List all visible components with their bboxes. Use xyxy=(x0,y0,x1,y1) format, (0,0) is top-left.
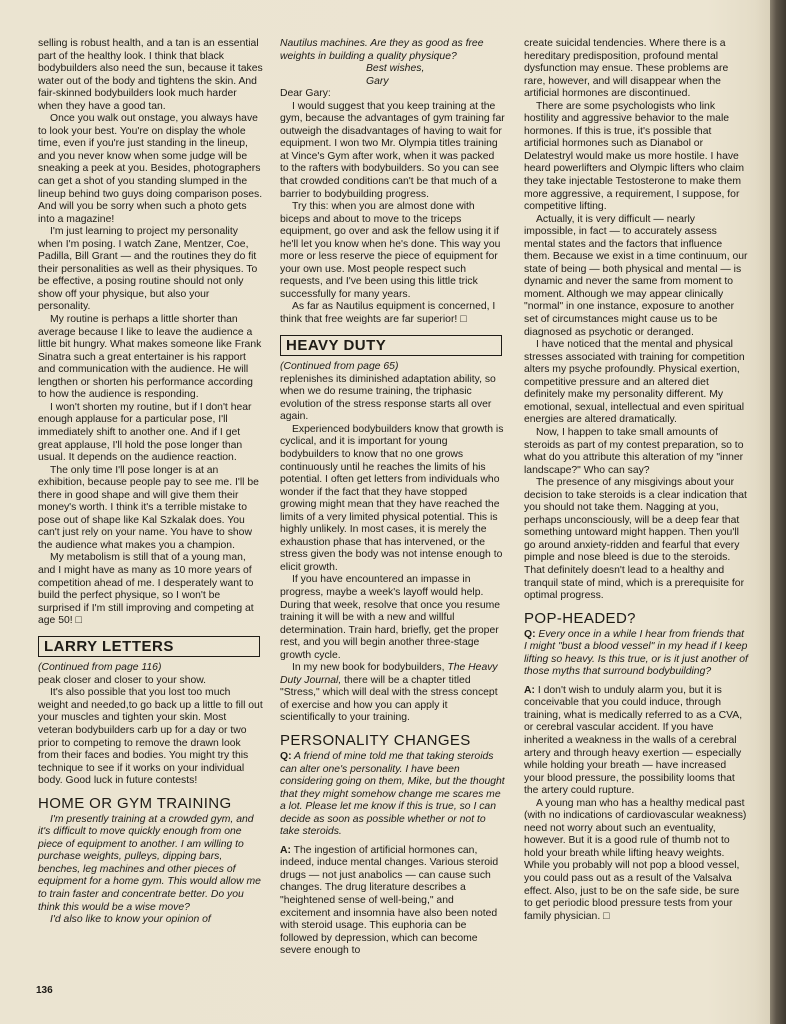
question-label: Q: xyxy=(524,628,536,640)
paragraph: The only time I'll pose longer is at an exhibition, because people pay to see me. I'll be there in good shape and will give them their money's worth. I think it's a terrible mistake to pose out of shape like Kal Szkalak does. You can't just rely on your name. You have to show the audience what makes you a champion. xyxy=(38,464,259,551)
answer-text: I don't wish to unduly alarm you, but it is conceivable that you could induce, through training, what is medically referred to as a CVA, or cerebral vascular accident. If you have inherited a weakness in the walls of a cerebral artery and through heavy exertion — especially while holding your breath — have increased your blood pressure, the possibility looms that the artery could rupture. xyxy=(524,684,743,797)
paragraph: selling is robust health, and a tan is an essential part of the healthy look. I think that black bodybuilders also need the sun, because it takes water out of the body and tightens the skin. And fair-skinned bodybuilders look much harder when they have a good tan. xyxy=(38,38,263,112)
paragraph: Try this: when you are almost done with biceps and about to move to the triceps equipment, go over and ask the fellow using it if he'll let you know when he's done. This way you more or less reserve the piece of equipment for your own use. Most people respect such requests, and I've been using this little trick successfully for many years. xyxy=(280,201,501,300)
paragraph xyxy=(280,662,505,725)
paragraph: As far as Nautilus equipment is concerned, I think that free weights are far superior! □ xyxy=(280,301,496,326)
continued-note: (Continued from page 65) xyxy=(280,361,399,373)
reader-question: I'd also like to know your opinion of xyxy=(50,914,211,926)
section-heading-heavy-duty: HEAVY DUTY xyxy=(280,335,502,357)
paragraph: My routine is perhaps a little shorter than average because I like to leave the audience a little bit hungry. What makes someone like Frank Sinatra such a great entertainer is his rapport and communication with the audience. He will lengthen or shorten his performance according to how the audience is responding. xyxy=(38,314,262,401)
reader-question xyxy=(524,629,749,679)
paragraph: I have noticed that the mental and physical stresses associated with training for competition alters my psyche profoundly. Physical exertion, competitive pressure and an altered diet definitely make my personality different. My emotional, sexual, intellectual and even spiritual energies are altered dramatically. xyxy=(524,339,745,426)
continued-note: (Continued from page 116) xyxy=(38,662,162,674)
paragraph: replenishes its diminished adaptation ability, so when we do resume training, the triphasic evolution of the stress response starts all over again. xyxy=(280,373,496,423)
column-right xyxy=(524,38,749,923)
question-text: Every once in a while I hear from friends that I might "bust a blood vessel" in my head if I keep lifting so heavy. Is this true, or is it just another of those myths that surround bodybuilding? xyxy=(524,628,748,678)
section-heading-larry-letters: LARRY LETTERS xyxy=(38,636,260,658)
column-middle xyxy=(280,38,505,958)
reader-question: Nautilus machines. Are they as good as free weights in building a quality physique? xyxy=(280,38,484,62)
section-heading-pop-headed: POP-HEADED? xyxy=(524,609,636,627)
paragraph: A young man who has a healthy medical past (with no indications of cardiovascular weakness) need not worry about such an eventuality, however. But it is a good rule of thumb not to hold your breath while lifting heavy weights. While you probably will not pop a blood vessel, you could pass out as a result of the Valsalva effect. Also, just to be on the safe side, be sure to get periodic blood pressure tests from your family physician. □ xyxy=(524,797,747,922)
question-label: Q: xyxy=(280,750,292,762)
text-run: there will be a chapter titled "Stress," which will deal with the stress concept of exercise and how you can apply it scientifically to your training. xyxy=(280,674,498,724)
paragraph: The presence of any misgivings about your decision to take steroids is a clear indication that you should not take them. Nagging at you, perhaps unconsciously, will be a deep fear that something untoward might happen. Then you'll go around anxiety-ridden and fearful that every pimple and nose bleed is due to the steroids. That definitely doesn't lead to a healthy and tranquil state of mind, which is a prerequisite for optimal progress. xyxy=(524,477,747,602)
salutation: Dear Gary: xyxy=(280,88,331,100)
signature: Gary xyxy=(366,75,389,87)
paragraph: Experienced bodybuilders know that growth is cyclical, and it is important for young bodybuilders to know that no one grows continuously until he reaches the limits of his potential. I often get letters from individuals who wonder if the fact that they have stopped growing might mean that they have reached the limits of a very limited physical potential. This is highly unlikely. In most cases, it is merely the exhaustion phase that has intervened, or the stress given the body was not intense enough to elicit growth. xyxy=(280,423,504,573)
section-heading-home-or-gym: HOME OR GYM TRAINING xyxy=(38,794,232,812)
text-run: In my new book for bodybuilders, xyxy=(292,662,448,674)
paragraph: It's also possible that you lost too much weight and needed,to go back up a little to fill out your muscles and tighten your skin. Most veteran bodybuilders carb up for a day or two prior to competing to remove the drawn look from their faces and bodies. You might try this technique to see if it works on your individual body. Good luck in future contests! xyxy=(38,687,263,787)
paragraph: If you have encountered an impasse in progress, maybe a week's layoff would help. During that week, resolve that once you resume training it will be with a new and willful determination. Train hard, briefly, get the proper rest, and you will begin another three-stage growth cycle. xyxy=(280,574,501,661)
paragraph: There are some psychologists who link hostility and aggressive behavior to the male hormones. If this is true, it's possible that artificial hormones such as Dianabol or Delatestryl would make us more hostile. I have heard powerlifters and Olympic lifters who claim they take injectable Testosterone to make them more aggressive, a requirement, I suppose, for competitive lifting. xyxy=(524,100,745,213)
page-number: 136 xyxy=(36,985,53,996)
paragraph: peak closer and closer to your show. xyxy=(38,674,207,686)
paragraph: I would suggest that you keep training at the gym, because the advantages of gym training far outweigh the disadvantages of having to wait for equipment. I won two Mr. Olympia titles training at Vince's Gym after work, when it was packed to the rafters with bodybuilders. So you can see that crowded conditions can't be that much of a barrier to bodybuilding progress. xyxy=(280,100,505,200)
paragraph: Once you walk out onstage, you always have to look your best. You're on display the whole time, even if you're just standing in the lineup, and you never know when some judge will be sneaking a peek at you. Besides, photographers can get a shot of you standing slumped in the lineup behind two guys doing comparison poses. And will you be sorry when such a photo gets into a magazine! xyxy=(38,113,263,225)
question-text: A friend of mine told me that taking steroids can alter one's personality. I have been considering going on them, Mike, but the thought that they might somehow change me scares me a lot. Please let me know if this is true, so I can decide as soon as possible whether or not to take steroids. xyxy=(280,750,505,838)
answer-label: A: xyxy=(524,684,535,696)
signoff: Best wishes, xyxy=(366,63,425,75)
section-heading-personality-changes: PERSONALITY CHANGES xyxy=(280,731,471,749)
answer xyxy=(280,845,505,958)
answer-label: A: xyxy=(280,844,291,856)
book-title: The Heavy Duty Journal, xyxy=(280,662,498,686)
column-left xyxy=(38,38,263,927)
paragraph: I won't shorten my routine, but if I don't hear enough applause for a particular pose, I'll immediately shift to another one. And if I get great applause, I'll hold the pose longer than usual. It depends on the audience reaction. xyxy=(38,401,252,464)
paragraph: My metabolism is still that of a young man, and I might have as many as 10 more years of competition ahead of me. I desperately want to build the perfect physique, so I won't be surprised if I'm still improving and competing at age 50! □ xyxy=(38,552,254,627)
reader-question xyxy=(280,751,505,839)
reader-question: I'm presently training at a crowded gym, and it's difficult to move quickly enough from one piece of equipment to another. I am willing to purchase weights, pulleys, dipping bars, benches, leg machines and other pieces of equipment for a home gym. This would allow me to train faster and concentrate better. Do you think this would be a wise move? xyxy=(38,813,261,913)
answer-text: The ingestion of artificial hormones can, indeed, induce mental changes. Various steroid drugs — not just anabolics — can cause such changes. The drug literature describes a "heightened sense of well-being," and excitement and insomnia have also been noted with steroid usage. This euphoria can be followed by depression, which can become severe enough to xyxy=(280,844,499,957)
answer xyxy=(524,685,749,798)
paragraph: I'm just learning to project my personality when I'm posing. I watch Zane, Mentzer, Coe, Padilla, Bill Grant — and the routines they do fit their personalities as well as their physiques. To be effective, a posing routine should not only show off your physique, but also your personality. xyxy=(38,226,258,313)
paragraph: create suicidal tendencies. Where there is a hereditary predisposition, profound mental dysfunction may ensue. These problems are rare, however, and will disappear when the artificial hormones are discontinued. xyxy=(524,38,729,100)
paragraph: Now, I happen to take small amounts of steroids as part of my contest preparation, so to what do you attribute this alteration of my "inner landscape?" Who can say? xyxy=(524,426,744,476)
page-edge-shadow xyxy=(770,0,786,1024)
paragraph: Actually, it is very difficult — nearly impossible, in fact — to accurately assess mental states and the factors that influence them. Because we exist in a time continuum, our state of being — both physical and mental — is dynamic and never the same from moment to moment. Although we may appear clinically "normal" in one instance, exposure to another set of circumstances might cause us to be diagnosed as psychotic or deranged. xyxy=(524,213,748,338)
